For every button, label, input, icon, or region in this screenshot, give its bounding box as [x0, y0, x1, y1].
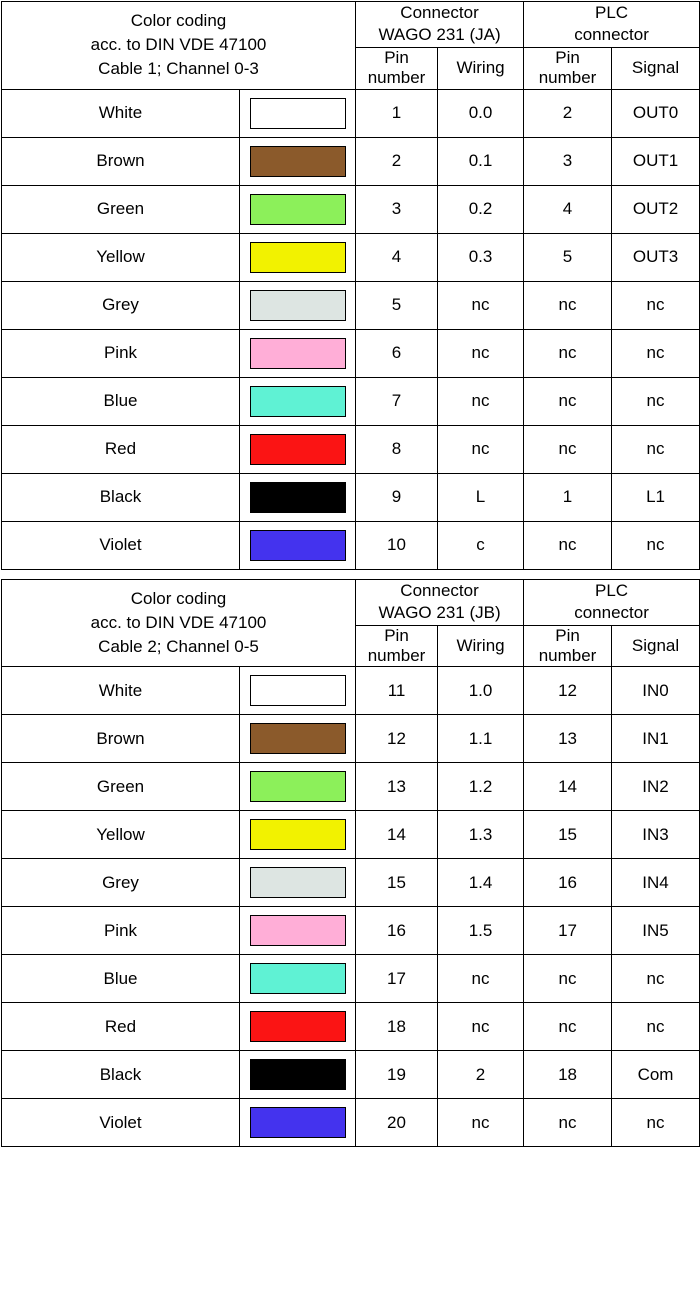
plc-group-header [524, 579, 700, 625]
color-swatch [250, 290, 346, 321]
wiring-value: 0.2 [438, 185, 524, 233]
signal-value: nc [612, 1003, 700, 1051]
wiring-value: 0.0 [438, 89, 524, 137]
plc-group-line-2: connector [574, 25, 649, 45]
connector-group-line-2: WAGO 231 (JA) [378, 25, 501, 45]
table-row [2, 185, 700, 233]
column-header-pin-number-plc [524, 625, 612, 667]
pin-number-plc: 15 [524, 811, 612, 859]
table-row [2, 1099, 700, 1147]
table-row [2, 425, 700, 473]
color-swatch [250, 482, 346, 513]
signal-value: Com [612, 1051, 700, 1099]
signal-value: IN5 [612, 907, 700, 955]
table-header-group-row [2, 2, 700, 48]
pin-number-plc: 5 [524, 233, 612, 281]
color-swatch [250, 771, 346, 802]
color-name: Brown [2, 137, 240, 185]
pin-number-connector: 18 [356, 1003, 438, 1051]
signal-value: IN2 [612, 763, 700, 811]
signal-value: nc [612, 377, 700, 425]
description-line-1: Color coding [130, 588, 227, 608]
pin-number-plc: 14 [524, 763, 612, 811]
pin-number-line-1: Pin [384, 625, 409, 645]
color-swatch [250, 1107, 346, 1138]
color-name: Violet [2, 521, 240, 569]
pin-number-connector: 6 [356, 329, 438, 377]
pin-number-plc-line-2: number [538, 645, 597, 665]
signal-value: nc [612, 1099, 700, 1147]
table-row [2, 859, 700, 907]
color-swatch [250, 1059, 346, 1090]
signal-value: IN0 [612, 667, 700, 715]
pin-number-connector: 8 [356, 425, 438, 473]
table-row [2, 1051, 700, 1099]
pin-number-line-2: number [367, 68, 426, 88]
pin-number-plc: 12 [524, 667, 612, 715]
color-swatch [250, 723, 346, 754]
table-row [2, 137, 700, 185]
table-row [2, 715, 700, 763]
signal-value: nc [612, 955, 700, 1003]
color-swatch [250, 867, 346, 898]
color-name: Grey [2, 859, 240, 907]
pin-number-connector: 9 [356, 473, 438, 521]
table-row [2, 89, 700, 137]
color-name: Black [2, 1051, 240, 1099]
column-header-signal: Signal [612, 47, 700, 89]
wiring-value: nc [438, 329, 524, 377]
column-header-wiring: Wiring [438, 625, 524, 667]
table-row [2, 955, 700, 1003]
color-swatch [250, 386, 346, 417]
color-swatch [250, 530, 346, 561]
color-swatch [250, 915, 346, 946]
connector-group-header [356, 2, 524, 48]
pin-number-connector: 1 [356, 89, 438, 137]
color-name: Brown [2, 715, 240, 763]
pin-number-plc: 18 [524, 1051, 612, 1099]
plc-group-line-1: PLC [595, 3, 629, 22]
column-header-pin-number-plc [524, 47, 612, 89]
table-row [2, 667, 700, 715]
wiring-table-cable-1 [1, 1, 700, 570]
color-name: Yellow [2, 811, 240, 859]
pin-number-connector: 13 [356, 763, 438, 811]
pin-number-plc: nc [524, 329, 612, 377]
signal-value: nc [612, 521, 700, 569]
color-name: Red [2, 1003, 240, 1051]
color-name: Grey [2, 281, 240, 329]
color-swatch [250, 146, 346, 177]
color-name: White [2, 89, 240, 137]
signal-value: IN1 [612, 715, 700, 763]
table-row [2, 763, 700, 811]
signal-value: OUT1 [612, 137, 700, 185]
color-swatch-cell [240, 425, 356, 473]
plc-group-line-2: connector [574, 603, 649, 623]
color-swatch-cell [240, 907, 356, 955]
pin-number-connector: 17 [356, 955, 438, 1003]
signal-value: OUT2 [612, 185, 700, 233]
connector-group-header [356, 579, 524, 625]
table-row [2, 377, 700, 425]
wiring-value: nc [438, 955, 524, 1003]
pin-number-connector: 5 [356, 281, 438, 329]
wiring-value: nc [438, 425, 524, 473]
table-row [2, 1003, 700, 1051]
color-swatch-cell [240, 859, 356, 907]
signal-value: nc [612, 329, 700, 377]
table-row [2, 281, 700, 329]
wiring-value: 1.5 [438, 907, 524, 955]
pin-number-connector: 12 [356, 715, 438, 763]
table-row [2, 811, 700, 859]
wiring-value: nc [438, 1003, 524, 1051]
pin-number-plc: 2 [524, 89, 612, 137]
color-name: Pink [2, 907, 240, 955]
color-swatch-cell [240, 811, 356, 859]
signal-value: OUT3 [612, 233, 700, 281]
pin-number-plc: nc [524, 425, 612, 473]
color-swatch [250, 434, 346, 465]
color-swatch-cell [240, 521, 356, 569]
connector-group-line-2: WAGO 231 (JB) [378, 603, 501, 623]
pin-number-plc-line-1: Pin [555, 625, 580, 645]
color-swatch-cell [240, 89, 356, 137]
color-swatch-cell [240, 667, 356, 715]
color-swatch-cell [240, 137, 356, 185]
signal-value: nc [612, 425, 700, 473]
color-name: Pink [2, 329, 240, 377]
pin-number-plc-line-1: Pin [555, 47, 580, 67]
color-swatch-cell [240, 763, 356, 811]
table-row [2, 907, 700, 955]
wiring-value: L [438, 473, 524, 521]
color-swatch-cell [240, 233, 356, 281]
color-swatch [250, 338, 346, 369]
color-name: Yellow [2, 233, 240, 281]
pin-number-plc: 17 [524, 907, 612, 955]
color-swatch [250, 963, 346, 994]
color-swatch-cell [240, 185, 356, 233]
wiring-value: 2 [438, 1051, 524, 1099]
description-line-2: acc. to DIN VDE 47100 [90, 35, 267, 55]
signal-value: nc [612, 281, 700, 329]
wiring-table-cable-2 [1, 579, 700, 1148]
pin-number-line-2: number [367, 645, 426, 665]
pin-number-plc: 3 [524, 137, 612, 185]
pin-number-connector: 15 [356, 859, 438, 907]
wiring-value: 1.4 [438, 859, 524, 907]
wiring-value: 1.2 [438, 763, 524, 811]
table-row [2, 329, 700, 377]
wiring-value: 1.3 [438, 811, 524, 859]
plc-group-header [524, 2, 700, 48]
column-header-signal: Signal [612, 625, 700, 667]
pin-number-connector: 4 [356, 233, 438, 281]
color-swatch-cell [240, 377, 356, 425]
pin-number-connector: 2 [356, 137, 438, 185]
color-name: Blue [2, 955, 240, 1003]
table-row [2, 233, 700, 281]
pin-number-connector: 16 [356, 907, 438, 955]
pin-number-plc: 1 [524, 473, 612, 521]
color-swatch [250, 819, 346, 850]
table-header-group-row [2, 579, 700, 625]
color-name: Red [2, 425, 240, 473]
color-coding-description [2, 2, 356, 90]
pin-number-connector: 3 [356, 185, 438, 233]
pin-number-plc: nc [524, 955, 612, 1003]
column-header-pin-number-connector [356, 625, 438, 667]
color-swatch [250, 242, 346, 273]
color-coding-description [2, 579, 356, 667]
signal-value: IN4 [612, 859, 700, 907]
description-line-3: Cable 2; Channel 0-5 [98, 637, 259, 657]
description-line-3: Cable 1; Channel 0-3 [98, 59, 259, 79]
wiring-value: 0.1 [438, 137, 524, 185]
pin-number-plc: 4 [524, 185, 612, 233]
color-swatch [250, 675, 346, 706]
wiring-value: c [438, 521, 524, 569]
color-name: Black [2, 473, 240, 521]
color-swatch-cell [240, 281, 356, 329]
connector-group-line-1: Connector [400, 580, 479, 600]
pin-number-plc: nc [524, 377, 612, 425]
signal-value: IN3 [612, 811, 700, 859]
pin-number-plc: nc [524, 281, 612, 329]
description-line-2: acc. to DIN VDE 47100 [90, 612, 267, 632]
signal-value: L1 [612, 473, 700, 521]
color-swatch-cell [240, 1051, 356, 1099]
pin-number-line-1: Pin [384, 47, 409, 67]
pin-number-connector: 11 [356, 667, 438, 715]
color-swatch [250, 194, 346, 225]
wiring-value: nc [438, 281, 524, 329]
pin-number-connector: 20 [356, 1099, 438, 1147]
pin-number-connector: 14 [356, 811, 438, 859]
color-swatch [250, 1011, 346, 1042]
pin-number-plc-line-2: number [538, 68, 597, 88]
color-swatch [250, 98, 346, 129]
table-row [2, 473, 700, 521]
plc-group-line-1: PLC [595, 580, 629, 600]
pin-number-connector: 19 [356, 1051, 438, 1099]
pin-number-plc: nc [524, 1099, 612, 1147]
pin-number-plc: nc [524, 1003, 612, 1051]
color-name: Green [2, 185, 240, 233]
pin-number-plc: 16 [524, 859, 612, 907]
wiring-value: nc [438, 377, 524, 425]
column-header-wiring: Wiring [438, 47, 524, 89]
color-swatch-cell [240, 473, 356, 521]
color-swatch-cell [240, 1003, 356, 1051]
pin-number-plc: nc [524, 521, 612, 569]
pin-number-plc: 13 [524, 715, 612, 763]
table-row [2, 521, 700, 569]
color-name: Green [2, 763, 240, 811]
color-name: Blue [2, 377, 240, 425]
pin-number-connector: 7 [356, 377, 438, 425]
color-swatch-cell [240, 715, 356, 763]
wiring-value: 0.3 [438, 233, 524, 281]
pin-number-connector: 10 [356, 521, 438, 569]
color-name: White [2, 667, 240, 715]
description-line-1: Color coding [130, 11, 227, 31]
connector-group-line-1: Connector [400, 3, 479, 22]
column-header-pin-number-connector [356, 47, 438, 89]
color-name: Violet [2, 1099, 240, 1147]
wiring-value: 1.1 [438, 715, 524, 763]
color-swatch-cell [240, 955, 356, 1003]
signal-value: OUT0 [612, 89, 700, 137]
wiring-value: nc [438, 1099, 524, 1147]
color-swatch-cell [240, 329, 356, 377]
color-swatch-cell [240, 1099, 356, 1147]
wiring-value: 1.0 [438, 667, 524, 715]
